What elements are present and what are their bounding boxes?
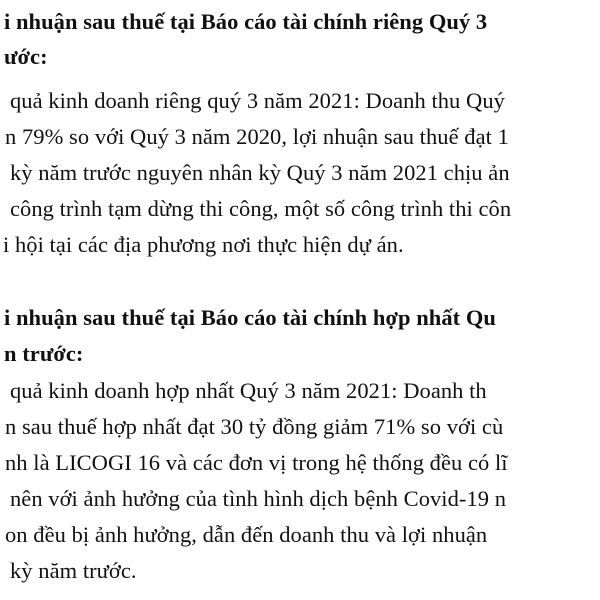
- section1-heading-line-1: i nhuận sau thuế tại Báo cáo tài chính riêng Quý 3: [4, 9, 488, 34]
- section1-body-line-5: i hội tại các địa phương nơi thực hiện dự án.: [3, 232, 404, 257]
- section1-body-line-1: quả kinh doanh riêng quý 3 năm 2021: Doanh thu Quý: [10, 88, 505, 113]
- section1-body-line-3: kỳ năm trước nguyên nhân kỳ Quý 3 năm 2021 chịu ản: [10, 160, 510, 185]
- section1-body-line-2: n 79% so với Quý 3 năm 2020, lợi nhuận sau thuế đạt 1: [5, 124, 509, 149]
- section2-body-line-3: nh là LICOGI 16 và các đơn vị trong hệ thống đều có lĩ: [5, 450, 508, 475]
- section2-body-line-4: nên với ảnh hưởng của tình hình dịch bệnh Covid-19 n: [10, 486, 507, 511]
- section1-heading-line-2: ước:: [4, 44, 48, 69]
- section2-body-line-2: n sau thuế hợp nhất đạt 30 tỷ đồng giảm 71% so với cù: [5, 414, 504, 439]
- section2-body-line-6: kỳ năm trước.: [10, 558, 137, 583]
- section2-heading-line-1: i nhuận sau thuế tại Báo cáo tài chính hợp nhất Qu: [4, 305, 496, 330]
- section2-body-line-5: on đều bị ảnh hưởng, dẫn đến doanh thu và lợi nhuận: [5, 522, 488, 547]
- section2-body-line-1: quả kinh doanh hợp nhất Quý 3 năm 2021: Doanh th: [10, 378, 487, 403]
- section1-body-line-4: công trình tạm dừng thi công, một số công trình thi côn: [10, 196, 512, 221]
- section2-heading-line-2: n trước:: [4, 341, 84, 366]
